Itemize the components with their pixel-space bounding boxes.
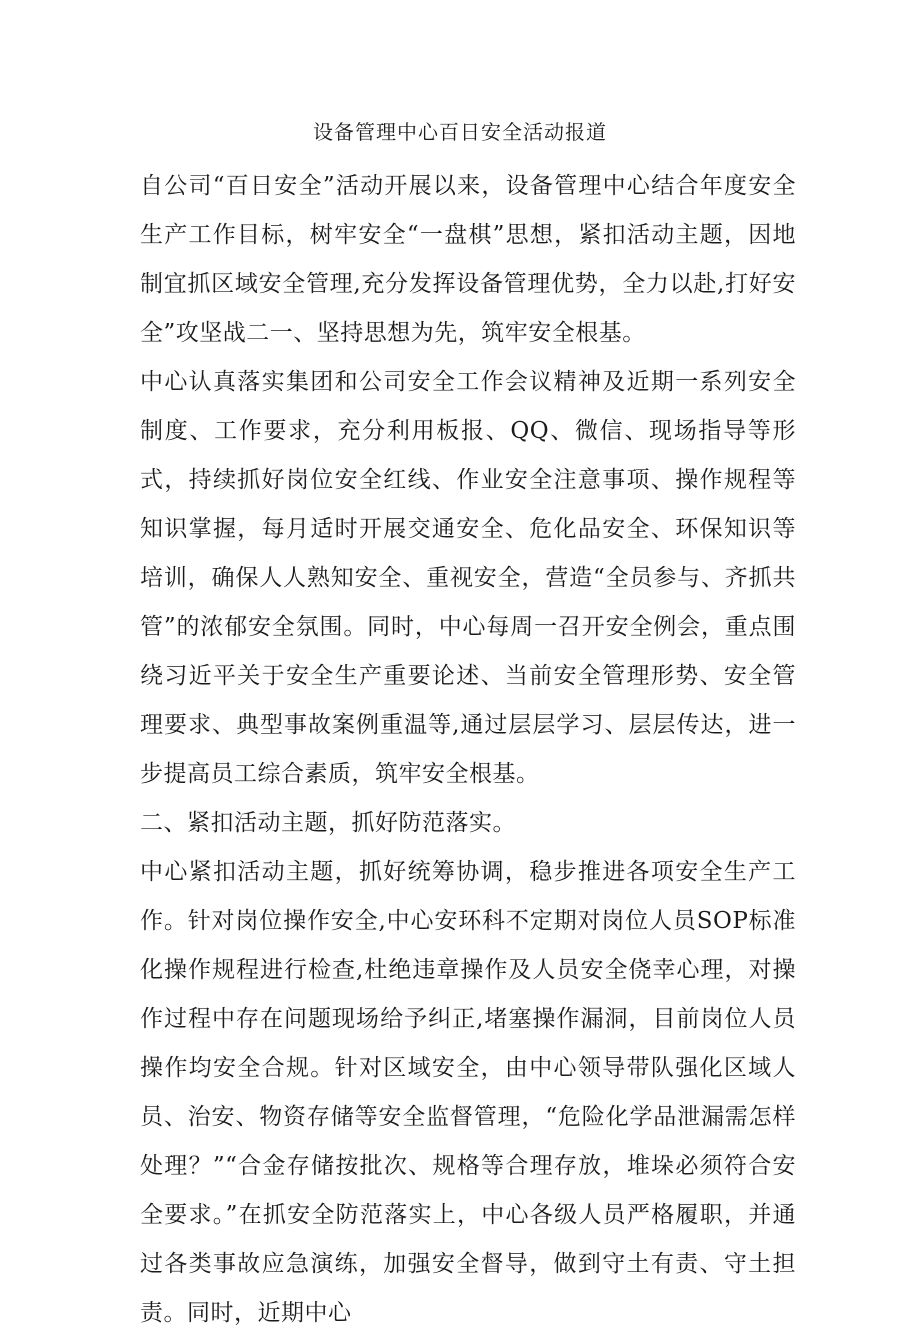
section-heading-two: 二、紧扣活动主题，抓好防范落实。 xyxy=(140,810,516,836)
paragraph-intro: 自公司“百日安全”活动开展以来，设备管理中心结合年度安全生产工作目标，树牢安全“一盘棋”思想，紧扣活动主题，因地制宜抓区域安全管理,充分发挥设备管理优势，全力以赴,打好安全”攻坚战二一、坚持思想为先，筑牢安全根基。 xyxy=(140,173,796,346)
paragraph-prevention: 中心紧扣活动主题，抓好统筹协调，稳步推进各项安全生产工作。针对岗位操作安全,中心安环科不定期对岗位人员SOP标准化操作规程进行检查,杜绝违章操作及人员安全侥幸心理，对操作过程中存在问题现场给予纠正,堵塞操作漏洞，目前岗位人员操作均安全合规。针对区域安全，由中心领导带队强化区域人员、治安、物资存储等安全监督管理，“危险化学品泄漏需怎样处理？”“合金存储按批次、规格等合理存放，堆垛必须符合安全要求。”在抓安全防范落实上，中心各级人员严格履职，并通过各类事故应急演练，加强安全督导，做到守土有责、守土担责。同时，近期中心 xyxy=(140,859,796,1326)
document-body xyxy=(140,162,796,1338)
document-title: 设备管理中心百日安全活动报道 xyxy=(313,120,607,144)
paragraph-training: 中心认真落实集团和公司安全工作会议精神及近期一系列安全制度、工作要求，充分利用板报、QQ、微信、现场指导等形式，持续抓好岗位安全红线、作业安全注意事项、操作规程等知识掌握，每月适时开展交通安全、危化品安全、环保知识等培训，确保人人熟知安全、重视安全，营造“全员参与、齐抓共管”的浓郁安全氛围。同时，中心每周一召开安全例会，重点围绕习近平关于安全生产重要论述、当前安全管理形势、安全管理要求、典型事故案例重温等,通过层层学习、层层传达，进一步提高员工综合素质，筑牢安全根基。 xyxy=(140,369,796,787)
